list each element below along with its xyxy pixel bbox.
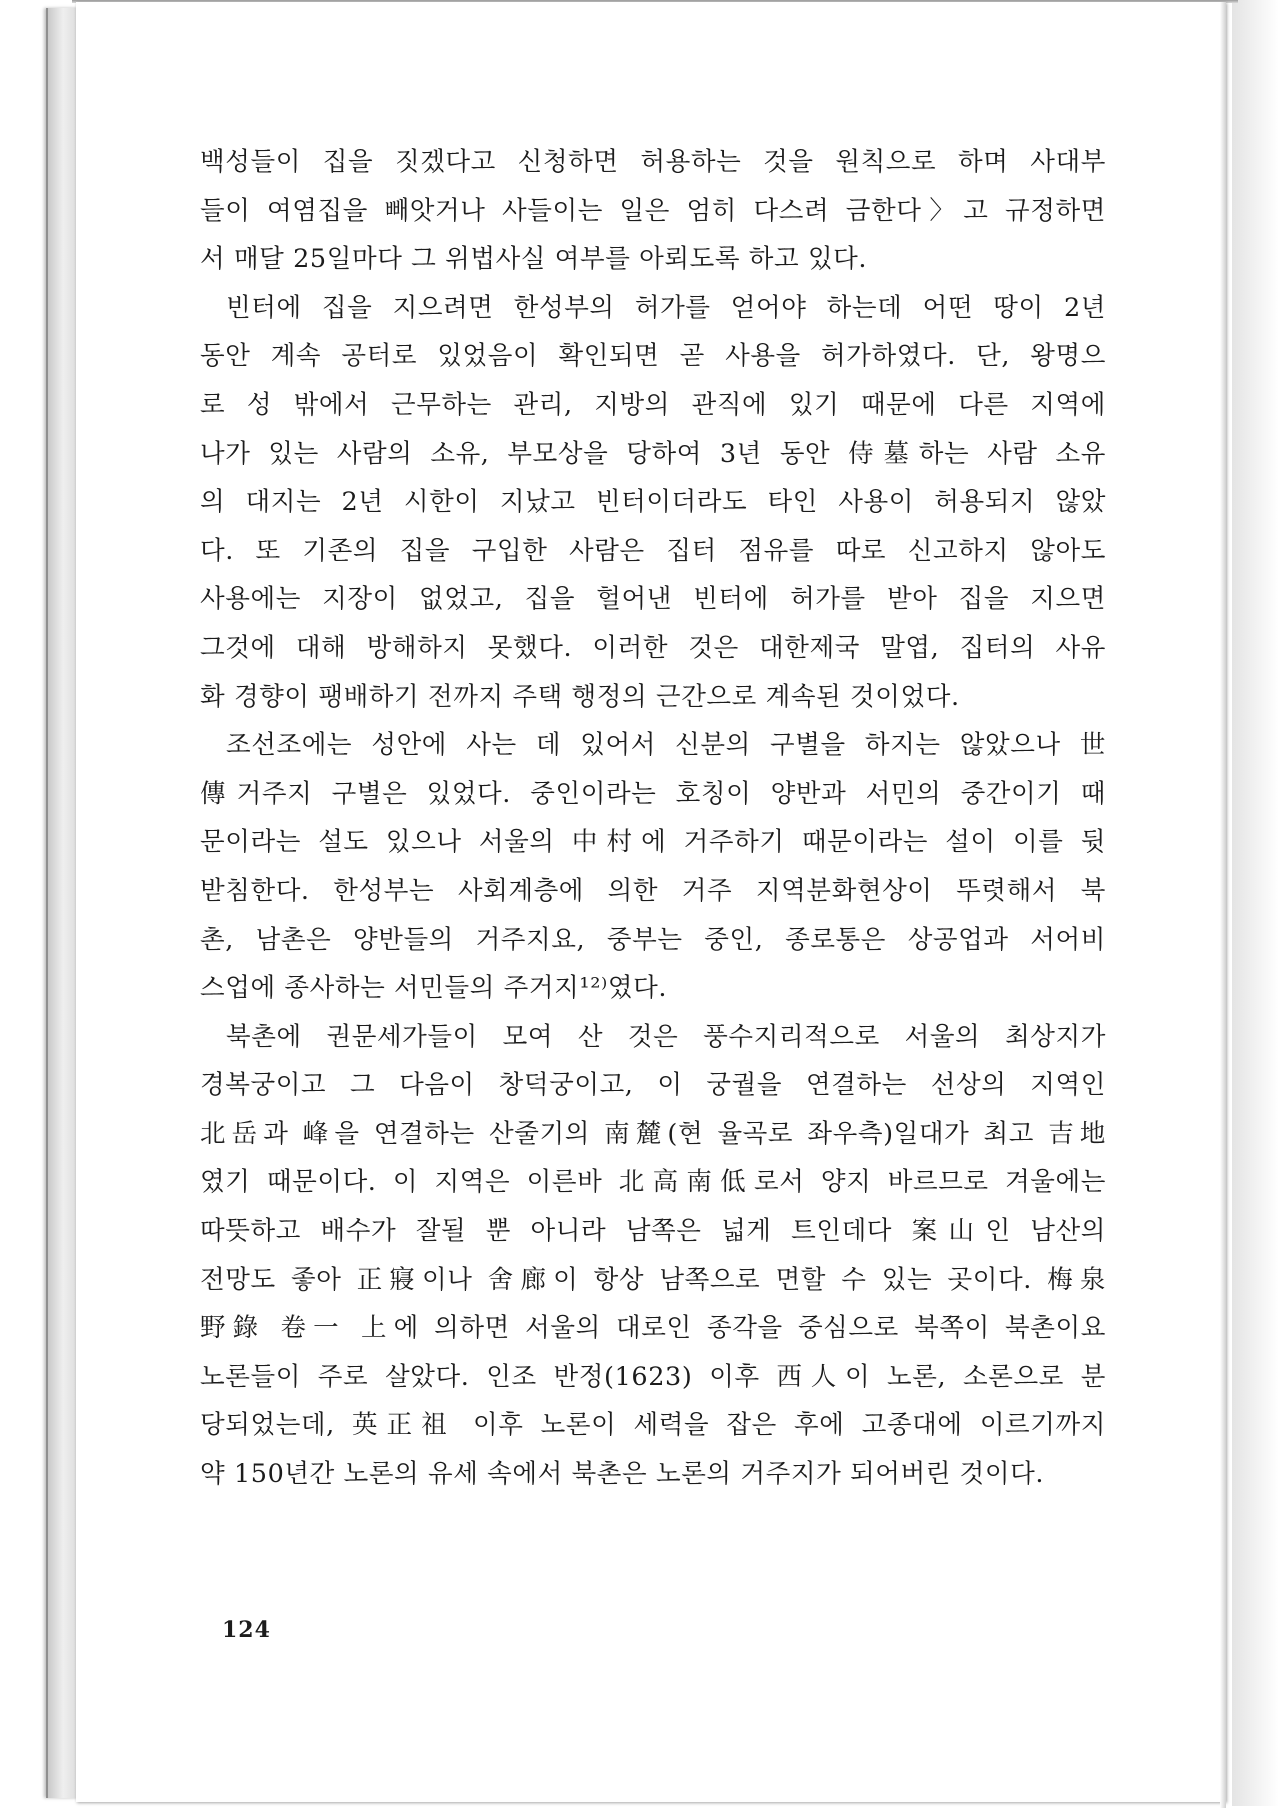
- text-line: 조선조에는 성안에 사는 데 있어서 신분의 구별을 하지는 않았으나 世: [226, 730, 1106, 761]
- text-line: 傳거주지 구별은 있었다. 중인이라는 호칭이 양반과 서민의 중간이기 때: [200, 778, 1106, 809]
- text-line: 약 150년간 노론의 유세 속에서 북촌은 노론의 거주지가 되어버린 것이다.: [200, 1459, 1045, 1490]
- text-line: 北岳과 峰을 연결하는 산줄기의 南麓(현 율곡로 좌우측)일대가 최고 吉地: [200, 1118, 1106, 1149]
- text-line: 서 매달 25일마다 그 위법사실 여부를 아뢰도록 하고 있다.: [200, 244, 868, 275]
- text-line: 당되었는데, 英正祖 이후 노론이 세력을 잡은 후에 고종대에 이르기까지: [200, 1410, 1106, 1441]
- text-line: 화 경향이 팽배하기 전까지 주택 행정의 근간으로 계속된 것이었다.: [200, 681, 960, 712]
- text-line: 북촌에 권문세가들이 모여 산 것은 풍수지리적으로 서울의 최상지가: [226, 1021, 1106, 1052]
- text-line: 그것에 대해 방해하지 못했다. 이러한 것은 대한제국 말엽, 집터의 사유: [200, 632, 1106, 663]
- text-line: 동안 계속 공터로 있었음이 확인되면 곧 사용을 허가하였다. 단, 왕명으: [200, 341, 1106, 372]
- paragraph: [200, 1013, 1106, 1499]
- text-line: 따뜻하고 배수가 잘될 뿐 아니라 남쪽은 넓게 트인데다 案山인 남산의: [200, 1216, 1106, 1247]
- text-line: 전망도 좋아 正寢이나 舍廊이 항상 남쪽으로 면할 수 있는 곳이다. 梅泉: [200, 1264, 1106, 1295]
- text-line: 빈터에 집을 지으려면 한성부의 허가를 얻어야 하는데 어떤 땅이 2년: [226, 292, 1106, 323]
- paragraph: [200, 138, 1106, 284]
- text-line: 촌, 남촌은 양반들의 거주지요, 중부는 중인, 종로통은 상공업과 서어비: [200, 924, 1106, 955]
- text-line: 였기 때문이다. 이 지역은 이른바 北高南低로서 양지 바르므로 겨울에는: [200, 1167, 1106, 1198]
- text-line: 의 대지는 2년 시한이 지났고 빈터이더라도 타인 사용이 허용되지 않았: [200, 487, 1106, 518]
- text-line: 받침한다. 한성부는 사회계층에 의한 거주 지역분화현상이 뚜렷해서 북: [200, 875, 1106, 906]
- text-line: 문이라는 설도 있으나 서울의 中村에 거주하기 때문이라는 설이 이를 뒷: [200, 827, 1106, 858]
- text-line: 다. 또 기존의 집을 구입한 사람은 집터 점유를 따로 신고하지 않아도: [200, 535, 1106, 566]
- text-line: 나가 있는 사람의 소유, 부모상을 당하여 3년 동안 侍墓하는 사람 소유: [200, 438, 1106, 469]
- paragraph: [200, 721, 1106, 1013]
- body-text: [200, 138, 1106, 1499]
- page-right-edge: [1220, 2, 1226, 1808]
- text-line: 스업에 종사하는 서민들의 주거지¹²⁾였다.: [200, 973, 668, 1004]
- text-line: 경복궁이고 그 다음이 창덕궁이고, 이 궁궐을 연결하는 선상의 지역인: [200, 1070, 1106, 1101]
- page-number: 124: [222, 1617, 271, 1643]
- text-line: 노론들이 주로 살았다. 인조 반정(1623) 이후 西人이 노론, 소론으로 분: [200, 1361, 1106, 1392]
- text-line: 사용에는 지장이 없었고, 집을 헐어낸 빈터에 허가를 받아 집을 지으면: [200, 584, 1106, 615]
- page-right-shadow: [1232, 0, 1279, 1806]
- text-line: 들이 여염집을 빼앗거나 사들이는 일은 엄히 다스려 금한다〉고 규정하면: [200, 195, 1106, 226]
- text-line: 백성들이 집을 짓겠다고 신청하면 허용하는 것을 원칙으로 하며 사대부: [200, 147, 1106, 177]
- paragraph: [200, 284, 1106, 721]
- text-line: 로 성 밖에서 근무하는 관리, 지방의 관직에 있기 때문에 다른 지역에: [200, 389, 1106, 420]
- text-line: 野錄 卷一 上에 의하면 서울의 대로인 종각을 중심으로 북쪽이 북촌이요: [200, 1313, 1106, 1344]
